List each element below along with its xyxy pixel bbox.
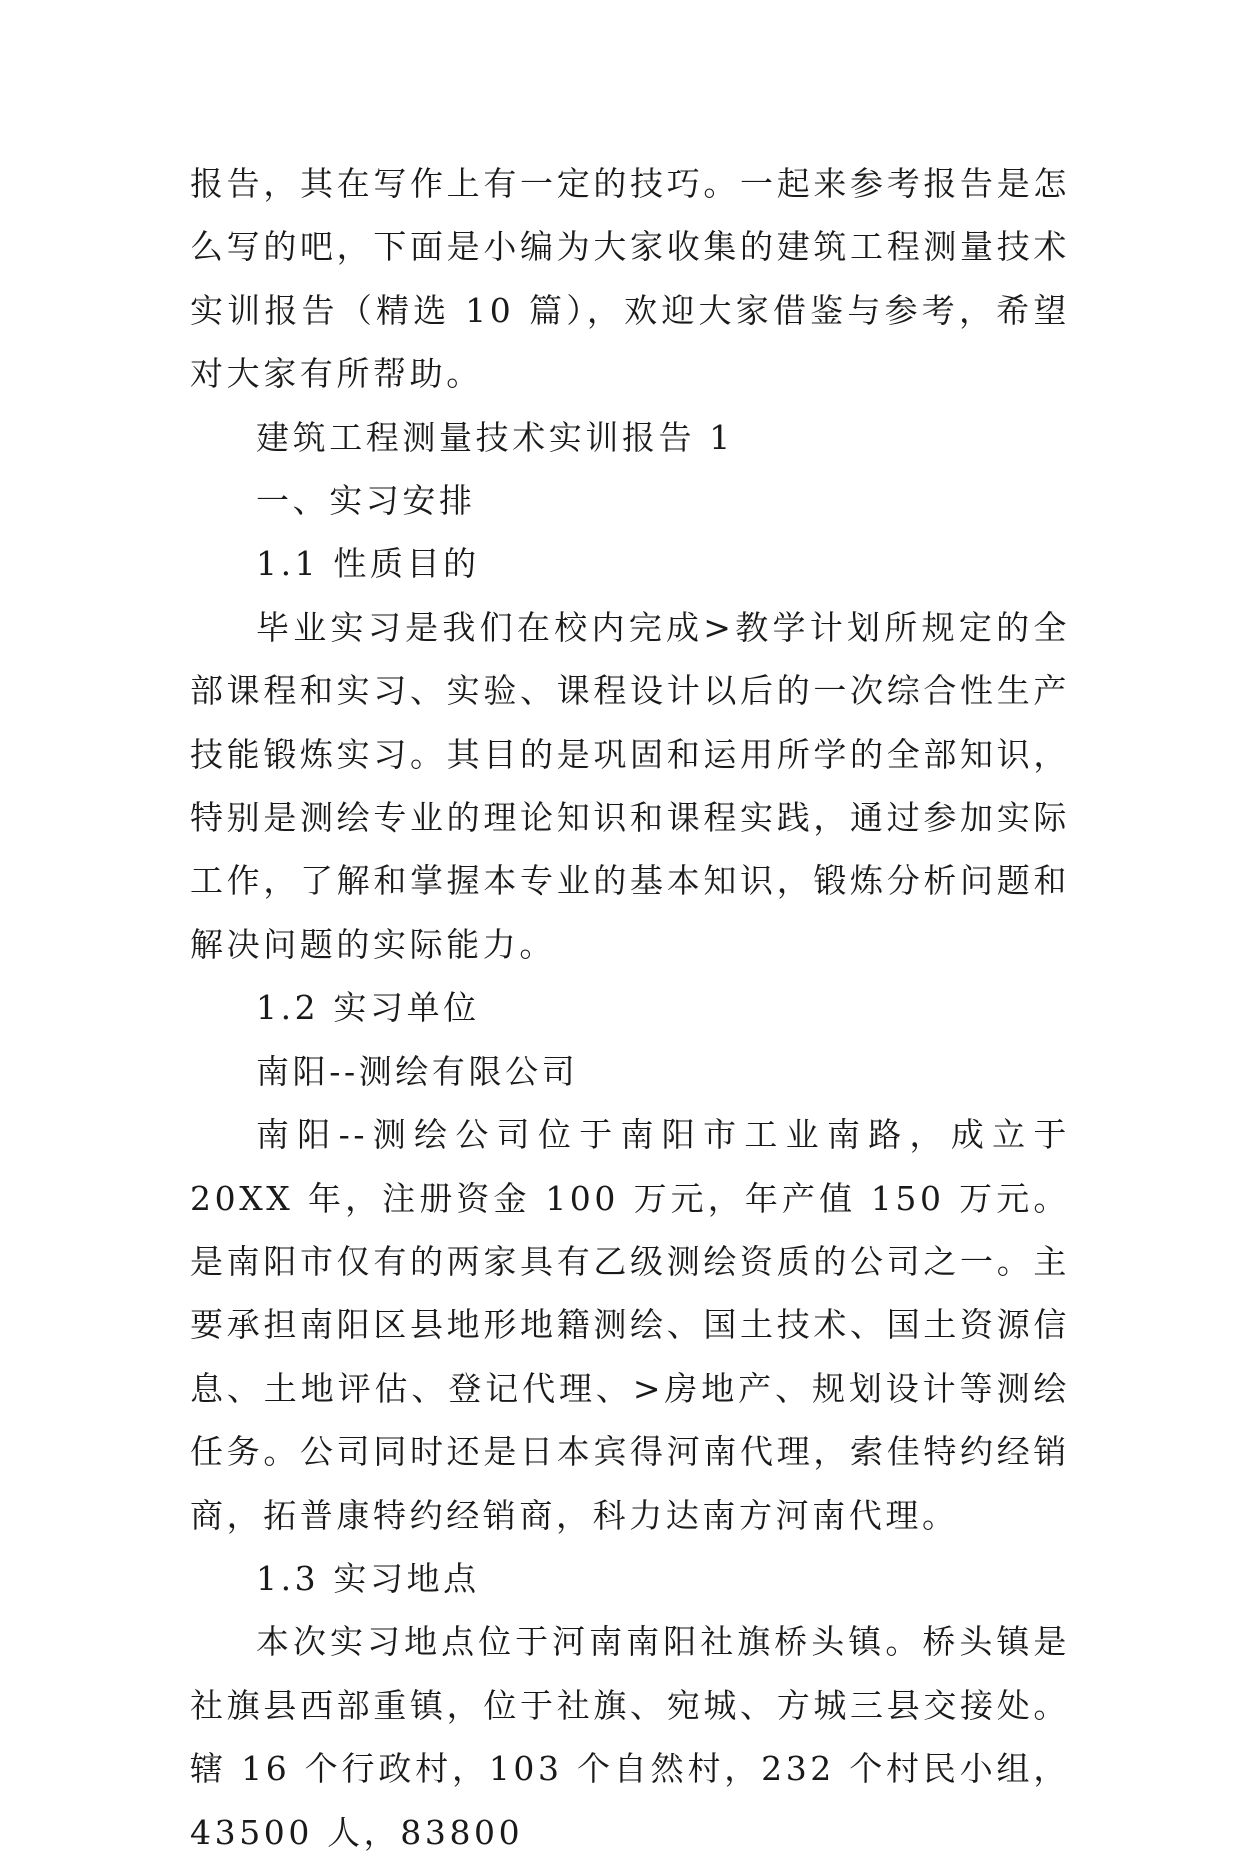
section-title-report-1: 建筑工程测量技术实训报告 1	[256, 417, 734, 457]
heading-internship-unit: 1.2 实习单位	[256, 988, 480, 1028]
paragraph-company-description: 南阳--测绘公司位于南阳市工业南路，成立于 20XX 年，注册资金 100 万元，年产值 150 万元。是南阳市仅有的两家具有乙级测绘资质的公司之一。主要承担南阳区县地形地籍测绘、国土技术、国土资源信息、土地评估、登记代理、>房地产、规划设计等测绘任务。公司同时还是日本宾得河南代理，索佳特约经销商，拓普康特约经销商，科力达南方河南代理。	[190, 1115, 1070, 1535]
heading-internship-arrangement: 一、实习安排	[256, 481, 476, 521]
company-name: 南阳--测绘有限公司	[256, 1051, 579, 1091]
paragraph-location-description: 本次实习地点位于河南南阳社旗桥头镇。桥头镇是社旗县西部重镇，位于社旗、宛城、方城三县交接处。辖 16 个行政村，103 个自然村，232 个村民小组，43500 人，83800	[190, 1622, 1070, 1852]
heading-internship-location: 1.3 实习地点	[256, 1558, 480, 1598]
paragraph-intro-continuation: 报告，其在写作上有一定的技巧。一起来参考报告是怎么写的吧，下面是小编为大家收集的建筑工程测量技术实训报告（精选 10 篇），欢迎大家借鉴与参考，希望对大家有所帮助。	[190, 164, 1070, 394]
heading-nature-purpose: 1.1 性质目的	[256, 544, 480, 584]
document-body	[190, 152, 1070, 1864]
paragraph-purpose: 毕业实习是我们在校内完成>教学计划所规定的全部课程和实习、实验、课程设计以后的一次综合性生产技能锻炼实习。其目的是巩固和运用所学的全部知识，特别是测绘专业的理论知识和课程实践，通过参加实际工作，了解和掌握本专业的基本知识，锻炼分析问题和解决问题的实际能力。	[190, 607, 1070, 964]
